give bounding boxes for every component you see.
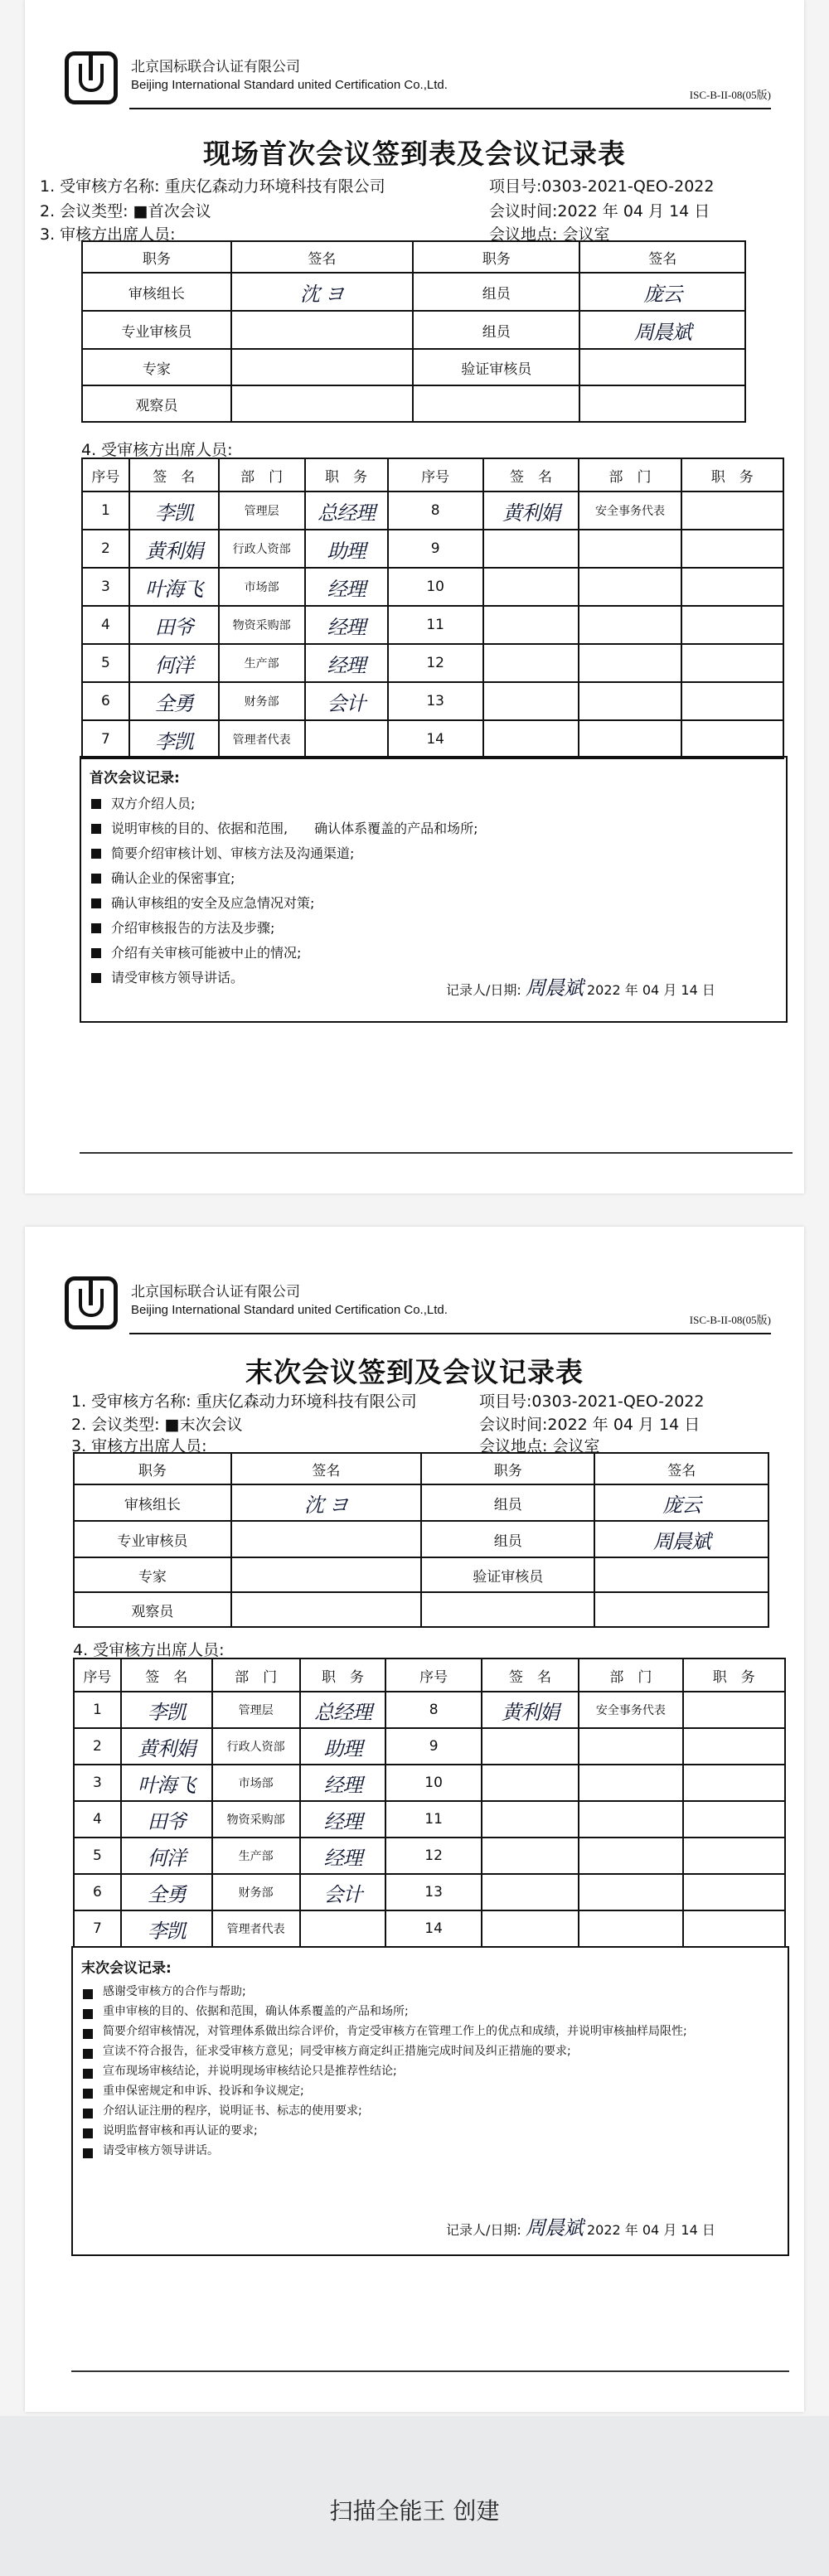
list-item: 介绍有关审核可能被中止的情况;	[90, 941, 778, 966]
table-cell	[681, 491, 783, 530]
time-label: 会议时间:	[489, 202, 558, 220]
table-cell: 经理	[305, 644, 388, 682]
table-row	[82, 644, 783, 682]
signature: 沈 ヨ	[231, 273, 413, 311]
table-cell	[683, 1910, 785, 1947]
list-item: 说明监督审核和再认证的要求;	[81, 2121, 779, 2141]
table-cell: 9	[385, 1728, 481, 1765]
signature: 叶海飞	[129, 568, 219, 606]
table-cell: 经理	[305, 568, 388, 606]
table-cell	[681, 720, 783, 758]
list-item: 双方介绍人员;	[90, 792, 778, 816]
table-row	[74, 1765, 785, 1801]
minutes-heading: 首次会议记录:	[90, 770, 180, 787]
table-cell	[483, 644, 579, 682]
table-cell	[579, 1838, 682, 1874]
place-label: 会议地点:	[479, 1437, 548, 1455]
project-no: 0303-2021-QEO-2022	[531, 1392, 705, 1411]
recorder-date: 2022 年 04 月 14 日	[586, 2222, 715, 2238]
table-cell	[683, 1801, 785, 1838]
table-cell: 序号	[74, 1658, 121, 1692]
table-cell: 管理者代表	[212, 1910, 300, 1947]
table-row	[74, 1692, 785, 1728]
table-cell: 11	[385, 1801, 481, 1838]
place-label: 会议地点:	[489, 225, 558, 244]
list-item: 确认企业的保密事宜;	[90, 866, 778, 891]
table-row	[74, 1801, 785, 1838]
table-cell: 8	[388, 491, 483, 530]
list-item: 请受审核方领导讲话。	[90, 966, 778, 990]
signature: 田爷	[129, 606, 219, 644]
table-cell	[579, 1910, 682, 1947]
table-cell: 经理	[305, 606, 388, 644]
table-cell	[579, 530, 681, 568]
table-cell	[231, 385, 413, 422]
signature: 黄利娟	[129, 530, 219, 568]
table-cell	[579, 568, 681, 606]
table-cell	[483, 568, 579, 606]
table-cell	[579, 1728, 682, 1765]
table-cell: 会计	[305, 682, 388, 720]
table-cell: 6	[82, 682, 129, 720]
auditor-table	[73, 1452, 769, 1628]
header	[65, 48, 771, 116]
table-cell: 会计	[300, 1874, 386, 1910]
recorder-signature: 周晨斌	[525, 976, 583, 1000]
signature: 庞云	[594, 1484, 768, 1521]
table-cell	[305, 720, 388, 758]
table-row	[74, 1910, 785, 1947]
table-row	[74, 1838, 785, 1874]
type-value: ■首次会议	[133, 202, 211, 220]
table-cell: 7	[82, 720, 129, 758]
table-cell: 总经理	[300, 1692, 386, 1728]
auditor-header: 签名	[594, 1453, 768, 1484]
table-cell: 财务部	[212, 1874, 300, 1910]
table-cell: 总经理	[305, 491, 388, 530]
table-cell: 审核组长	[74, 1484, 231, 1521]
table-cell	[681, 568, 783, 606]
signature: 黄利娟	[483, 491, 579, 530]
client-attendees-label: 4. 受审核方出席人员:	[81, 441, 233, 459]
signature: 周晨斌	[579, 311, 745, 349]
table-cell: 签 名	[121, 1658, 212, 1692]
table-cell	[482, 1874, 579, 1910]
org-name-en: Beijing International Standard united Certification Co.,Ltd.	[131, 78, 448, 92]
table-cell	[482, 1728, 579, 1765]
table-cell: 审核组长	[82, 273, 231, 311]
client-attendees-table	[81, 458, 784, 759]
table-cell: 职 务	[683, 1658, 785, 1692]
table-cell: 13	[385, 1874, 481, 1910]
table-cell: 1	[74, 1692, 121, 1728]
place-value: 会议室	[562, 225, 610, 244]
table-cell	[483, 720, 579, 758]
signature: 黄利娟	[121, 1728, 212, 1765]
signature: 全勇	[121, 1874, 212, 1910]
time-label: 会议时间:	[479, 1416, 548, 1434]
table-cell: 10	[388, 568, 483, 606]
table-cell: 部 门	[219, 458, 305, 491]
table-cell: 10	[385, 1765, 481, 1801]
company-logo	[65, 51, 118, 104]
signature: 周晨斌	[594, 1521, 768, 1557]
table-cell: 观察员	[74, 1592, 231, 1627]
table-cell: 1	[82, 491, 129, 530]
auditor-row	[74, 1592, 768, 1627]
table-cell: 14	[385, 1910, 481, 1947]
table-cell: 财务部	[219, 682, 305, 720]
table-cell	[683, 1838, 785, 1874]
table-cell: 专家	[74, 1557, 231, 1592]
table-cell: 经理	[300, 1838, 386, 1874]
recorder-date: 2022 年 04 月 14 日	[586, 982, 715, 998]
table-cell	[482, 1801, 579, 1838]
table-cell	[483, 530, 579, 568]
list-item: 重申保密规定和申诉、投诉和争议规定;	[81, 2081, 779, 2101]
table-cell	[579, 385, 745, 422]
list-item: 介绍审核报告的方法及步骤;	[90, 916, 778, 941]
table-cell: 安全事务代表	[579, 491, 681, 530]
table-cell: 5	[82, 644, 129, 682]
last-meeting-minutes	[71, 1946, 789, 2256]
table-cell: 助理	[305, 530, 388, 568]
table-cell	[482, 1910, 579, 1947]
table-cell: 部 门	[212, 1658, 300, 1692]
table-cell: 观察员	[82, 385, 231, 422]
table-cell	[231, 1592, 421, 1627]
table-cell: 组员	[421, 1484, 594, 1521]
auditor-row	[82, 273, 745, 311]
table-cell: 管理层	[212, 1692, 300, 1728]
signature: 庞云	[579, 273, 745, 311]
first-meeting-sheet	[25, 0, 804, 1194]
table-cell: 物资采购部	[212, 1801, 300, 1838]
table-cell	[579, 349, 745, 385]
list-item: 请受审核方领导讲话。	[81, 2141, 779, 2161]
table-cell	[300, 1910, 386, 1947]
table-cell: 专业审核员	[82, 311, 231, 349]
table-cell: 12	[385, 1838, 481, 1874]
meeting-type-line	[71, 1412, 243, 1435]
list-item: 简要介绍审核情况，对管理体系做出综合评价，肯定受审核方在管理工作上的优点和成绩，并说明审核抽样局限性;	[81, 2022, 779, 2041]
table-cell: 职 务	[305, 458, 388, 491]
table-cell	[681, 530, 783, 568]
table-cell: 签 名	[483, 458, 579, 491]
table-cell	[683, 1765, 785, 1801]
client-name: 重庆亿森动力环境科技有限公司	[196, 1392, 417, 1411]
auditor-header: 职务	[413, 241, 579, 273]
list-item: 介绍认证注册的程序，说明证书、标志的使用要求;	[81, 2101, 779, 2121]
doc-code: ISC-B-II-08(05版)	[689, 89, 771, 101]
auditor-row	[74, 1521, 768, 1557]
table-cell: 物资采购部	[219, 606, 305, 644]
recorder-line	[446, 2211, 715, 2240]
table-cell: 安全事务代表	[579, 1692, 682, 1728]
type-label: 2. 会议类型:	[71, 1416, 160, 1434]
signature: 叶海飞	[121, 1765, 212, 1801]
minutes-list	[81, 792, 786, 990]
table-cell	[579, 720, 681, 758]
table-cell: 签 名	[482, 1658, 579, 1692]
table-cell	[482, 1838, 579, 1874]
project-line	[489, 174, 714, 196]
list-item: 宣布现场审核结论，并说明现场审核结论只是推荐性结论;	[81, 2061, 779, 2081]
list-item: 说明审核的目的、依据和范围, 确认体系覆盖的产品和场所;	[90, 816, 778, 841]
page-title: 现场首次会议签到表及会议记录表	[203, 138, 626, 170]
table-row	[82, 491, 783, 530]
signature: 何洋	[129, 644, 219, 682]
table-cell	[413, 385, 579, 422]
table-cell: 11	[388, 606, 483, 644]
table-cell	[231, 349, 413, 385]
auditor-header: 签名	[579, 241, 745, 273]
table-cell	[594, 1557, 768, 1592]
table-cell	[421, 1592, 594, 1627]
table-cell: 职 务	[300, 1658, 386, 1692]
org-name-en: Beijing International Standard united Certification Co.,Ltd.	[131, 1303, 448, 1317]
table-cell: 序号	[388, 458, 483, 491]
table-cell: 市场部	[219, 568, 305, 606]
table-cell	[482, 1765, 579, 1801]
table-cell	[683, 1874, 785, 1910]
table-cell: 8	[385, 1692, 481, 1728]
table-cell: 12	[388, 644, 483, 682]
table-cell: 4	[74, 1801, 121, 1838]
table-row	[82, 682, 783, 720]
client-label: 1. 受审核方名称:	[71, 1392, 191, 1411]
table-cell: 验证审核员	[413, 349, 579, 385]
project-label: 项目号:	[489, 177, 542, 196]
recorder-label: 记录人/日期:	[446, 2222, 521, 2238]
table-cell	[579, 1801, 682, 1838]
table-cell: 职 务	[681, 458, 783, 491]
table-cell: 管理者代表	[219, 720, 305, 758]
table-cell: 部 门	[579, 1658, 682, 1692]
place-value: 会议室	[552, 1437, 600, 1455]
minutes-heading: 末次会议记录:	[81, 1960, 172, 1977]
table-cell: 专业审核员	[74, 1521, 231, 1557]
auditor-attendees-label: 3. 审核方出席人员:	[71, 1437, 207, 1455]
page-title: 末次会议签到及会议记录表	[245, 1356, 584, 1388]
meeting-time-line	[489, 199, 710, 221]
table-cell	[579, 606, 681, 644]
org-name-cn: 北京国标联合认证有限公司	[131, 59, 300, 75]
minutes-list	[73, 1982, 788, 2161]
auditor-header: 签名	[231, 241, 413, 273]
meeting-type-line	[40, 199, 211, 221]
recorder-signature: 周晨斌	[525, 2216, 583, 2239]
signature: 李凯	[129, 720, 219, 758]
client-label: 1. 受审核方名称:	[40, 177, 160, 196]
table-cell	[483, 606, 579, 644]
table-row	[82, 720, 783, 758]
table-cell: 部 门	[579, 458, 681, 491]
signature: 黄利娟	[482, 1692, 579, 1728]
table-cell: 组员	[421, 1521, 594, 1557]
table-cell	[683, 1728, 785, 1765]
list-item: 确认审核组的安全及应急情况对策;	[90, 891, 778, 916]
signature: 何洋	[121, 1838, 212, 1874]
time-value: 2022 年 04 月 14 日	[557, 202, 710, 220]
recorder-line	[446, 971, 715, 1000]
type-value: ■末次会议	[164, 1416, 243, 1434]
table-cell: 5	[74, 1838, 121, 1874]
project-no: 0303-2021-QEO-2022	[541, 177, 715, 196]
table-cell: 助理	[300, 1728, 386, 1765]
signature: 李凯	[121, 1692, 212, 1728]
table-cell: 序号	[385, 1658, 481, 1692]
meeting-time-line	[479, 1412, 700, 1435]
table-cell	[681, 682, 783, 720]
table-cell: 2	[74, 1728, 121, 1765]
table-cell: 序号	[82, 458, 129, 491]
auditor-header: 职务	[82, 241, 231, 273]
table-cell: 行政人资部	[219, 530, 305, 568]
project-line	[479, 1389, 704, 1411]
table-cell: 签 名	[129, 458, 219, 491]
recorder-label: 记录人/日期:	[446, 982, 521, 998]
table-cell	[579, 682, 681, 720]
table-cell	[594, 1592, 768, 1627]
table-cell: 验证审核员	[421, 1557, 594, 1592]
table-cell: 经理	[300, 1801, 386, 1838]
auditor-row	[74, 1484, 768, 1521]
auditor-row	[82, 349, 745, 385]
table-cell: 13	[388, 682, 483, 720]
table-cell: 7	[74, 1910, 121, 1947]
signature	[231, 311, 413, 349]
list-item: 宣读不符合报告，征求受审核方意见；同受审核方商定纠正措施完成时间及纠正措施的要求;	[81, 2041, 779, 2061]
auditor-table	[81, 240, 746, 423]
list-item: 感谢受审核方的合作与帮助;	[81, 1982, 779, 2002]
client-name: 重庆亿森动力环境科技有限公司	[164, 177, 385, 196]
table-cell: 行政人资部	[212, 1728, 300, 1765]
auditor-header: 签名	[231, 1453, 421, 1484]
table-cell: 9	[388, 530, 483, 568]
table-cell: 组员	[413, 311, 579, 349]
table-row	[74, 1728, 785, 1765]
table-cell: 生产部	[219, 644, 305, 682]
company-logo	[65, 1276, 118, 1329]
list-item: 简要介绍审核计划、审核方法及沟通渠道;	[90, 841, 778, 866]
table-cell: 生产部	[212, 1838, 300, 1874]
auditor-row	[82, 385, 745, 422]
doc-code: ISC-B-II-08(05版)	[689, 1314, 771, 1326]
table-cell	[681, 644, 783, 682]
table-cell: 4	[82, 606, 129, 644]
client-attendees-table	[73, 1658, 786, 1948]
signature: 田爷	[121, 1801, 212, 1838]
list-item: 重申审核的目的、依据和范围，确认体系覆盖的产品和场所;	[81, 2002, 779, 2022]
auditor-attendees-label: 3. 审核方出席人员:	[40, 225, 176, 244]
table-cell: 3	[82, 568, 129, 606]
header	[65, 1273, 771, 1341]
signature: 沈 ヨ	[231, 1484, 421, 1521]
auditor-row	[82, 311, 745, 349]
auditor-header: 职务	[421, 1453, 594, 1484]
table-cell: 经理	[300, 1765, 386, 1801]
table-cell: 市场部	[212, 1765, 300, 1801]
table-cell: 2	[82, 530, 129, 568]
table-cell	[483, 682, 579, 720]
last-meeting-sheet	[25, 1227, 804, 2412]
bottom-rule	[71, 2370, 789, 2372]
table-cell: 专家	[82, 349, 231, 385]
table-cell: 3	[74, 1765, 121, 1801]
table-row	[74, 1874, 785, 1910]
table-cell	[683, 1692, 785, 1728]
client-table-header	[82, 458, 783, 491]
scanner-watermark-text: 扫描全能王 创建	[329, 2497, 500, 2525]
signature: 李凯	[121, 1910, 212, 1947]
first-meeting-minutes	[80, 756, 788, 1023]
table-row	[82, 530, 783, 568]
org-name-cn: 北京国标联合认证有限公司	[131, 1284, 300, 1300]
client-table-header	[74, 1658, 785, 1692]
table-cell	[231, 1557, 421, 1592]
table-cell: 6	[74, 1874, 121, 1910]
project-label: 项目号:	[479, 1392, 532, 1411]
table-cell: 14	[388, 720, 483, 758]
signature	[231, 1521, 421, 1557]
table-row	[82, 568, 783, 606]
table-cell	[579, 1874, 682, 1910]
table-cell: 组员	[413, 273, 579, 311]
auditor-row	[74, 1557, 768, 1592]
client-attendees-label: 4. 受审核方出席人员:	[73, 1641, 225, 1659]
auditor-header: 职务	[74, 1453, 231, 1484]
time-value: 2022 年 04 月 14 日	[547, 1416, 701, 1434]
client-name-line	[71, 1389, 417, 1411]
table-cell: 管理层	[219, 491, 305, 530]
table-cell	[681, 606, 783, 644]
table-cell	[579, 644, 681, 682]
client-name-line	[40, 174, 385, 196]
table-cell	[579, 1765, 682, 1801]
type-label: 2. 会议类型:	[40, 202, 128, 220]
bottom-rule	[80, 1152, 793, 1154]
signature: 全勇	[129, 682, 219, 720]
table-row	[82, 606, 783, 644]
signature: 李凯	[129, 491, 219, 530]
